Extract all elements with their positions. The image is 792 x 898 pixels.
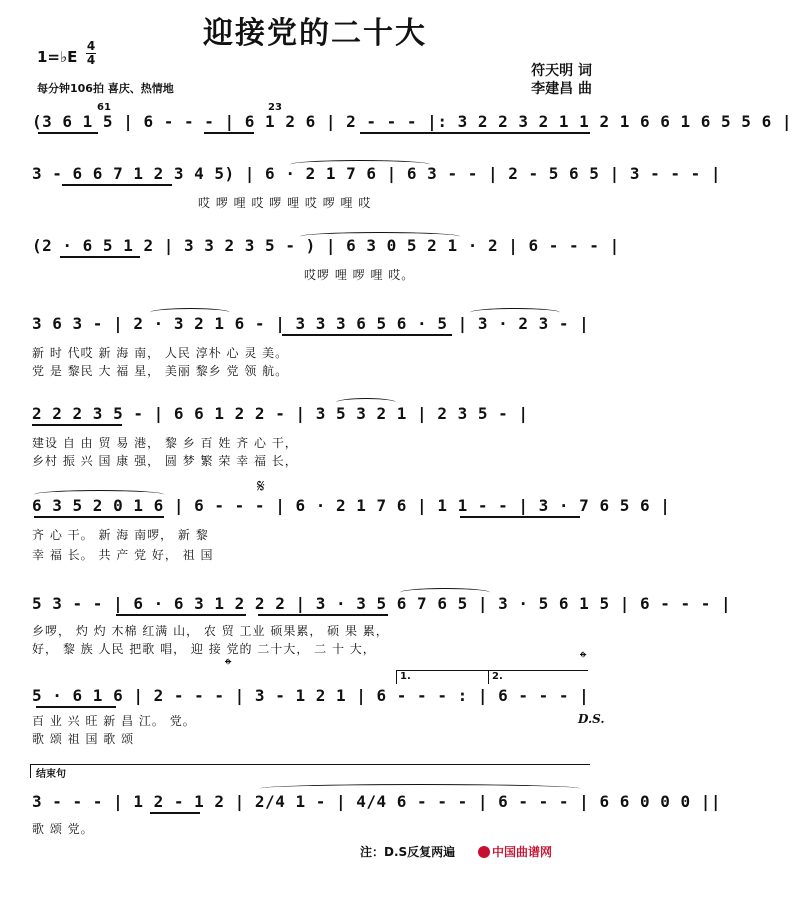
- coda-sign: 𝄌: [580, 648, 587, 669]
- lyric-line: 新 时 代哎 新 海 南， 人民 淳朴 心 灵 美。: [32, 346, 289, 360]
- notation-row-5: 2 2 2 3 5 - | 6 6 1 2 2 - | 3 5 3 2 1 | 2 3 5 - |: [32, 404, 529, 423]
- watermark-logo: [478, 843, 552, 860]
- lyric-line: 哎 啰 哩 哎 啰 哩 哎 啰 哩 哎: [198, 196, 372, 210]
- tempo-marking: 每分钟106拍 喜庆、热情地: [37, 82, 174, 95]
- beam: [204, 132, 254, 134]
- volta-bracket: [396, 670, 397, 684]
- coda-label: 结束句: [36, 769, 66, 780]
- beam: [62, 184, 172, 186]
- notation-row-4: 3 6 3 - | 2 · 3 2 1 6 - | 3 3 3 6 5 6 · 5 | 3 · 2 3 - |: [32, 314, 590, 333]
- beam: [60, 256, 140, 258]
- notation-row-6: 6 3 5 2 0 1 6 | 6 - - - | 6 · 2 1 7 6 | 1 1 - - | 3 · 7 6 5 6 |: [32, 496, 671, 515]
- meter-bottom: 4: [86, 53, 96, 67]
- grace-note: 23: [268, 102, 282, 113]
- beam: [116, 614, 246, 616]
- coda-bracket: [30, 764, 31, 778]
- notation-row-8: 5 · 6 1 6 | 2 - - - | 3 - 1 2 1 | 6 - - - : | 6 - - - |: [32, 686, 590, 705]
- lyric-line: 乡啰， 灼 灼 木棉 红满 山， 农 贸 工业 硕果累， 硕 果 累，: [32, 624, 389, 638]
- lyric-line: 建设 自 由 贸 易 港， 黎 乡 百 姓 齐 心 干，: [32, 436, 298, 450]
- lyric-line: 乡村 振 兴 国 康 强， 圆 梦 繁 荣 幸 福 长，: [32, 454, 298, 468]
- beam: [32, 424, 122, 426]
- slur: [150, 308, 230, 317]
- meter-top: 4: [86, 39, 96, 53]
- slur: [290, 160, 430, 169]
- grace-note: 61: [97, 102, 111, 113]
- lyric-line: 齐 心 干。 新 海 南啰， 新 黎: [32, 528, 209, 542]
- beam: [258, 614, 388, 616]
- beam: [282, 334, 452, 336]
- slur: [400, 588, 490, 597]
- key-signature: 1=♭E: [37, 48, 78, 66]
- beam: [460, 516, 580, 518]
- volta-1: 1.: [400, 671, 411, 682]
- notation-row-9: 3 - - - | 1 2 - 1 2 | 2/4 1 - | 4/4 6 - - - | 6 - - - | 6 6 0 0 0 ||: [32, 792, 722, 811]
- notation-row-2: 3 - 6 6 7 1 2 3 4 5) | 6 · 2 1 7 6 | 6 3 - - | 2 - 5 6 5 | 3 - - - |: [32, 164, 722, 183]
- composer-credit: 李建昌 曲: [531, 81, 592, 97]
- volta-bracket: [488, 670, 588, 671]
- notation-row-1: (3 6 1 5 | 6 - - - | 6 1 2 6 | 2 - - - |: 3 2 2 3 2 1 1 2 1 6 6 1 6 5 5 6 |: [32, 112, 792, 131]
- logo-icon: [478, 846, 490, 858]
- beam: [150, 812, 200, 814]
- beam: [360, 132, 590, 134]
- beam: [38, 132, 98, 134]
- lyric-line: 幸 福 长。 共 产 党 好， 祖 国: [32, 548, 214, 562]
- lyric-line: 歌 颂 祖 国 歌 颂: [32, 732, 135, 746]
- slur: [300, 232, 460, 241]
- segno-sign: 𝄋: [257, 476, 265, 497]
- lyric-line: 百 业 兴 旺 新 昌 江。 党。: [32, 714, 196, 728]
- lyric-line: 党 是 黎民 大 福 星， 美丽 黎乡 党 领 航。: [32, 364, 289, 378]
- watermark-text: 中国曲谱网: [492, 845, 553, 859]
- slur: [260, 784, 580, 793]
- notation-row-3: (2 · 6 5 1 2 | 3 3 2 3 5 - ) | 6 3 0 5 2 1 · 2 | 6 - - - |: [32, 236, 620, 255]
- volta-bracket: [488, 670, 489, 684]
- da-segno-mark: D.S.: [578, 712, 605, 726]
- beam: [36, 706, 116, 708]
- volta-2: 2.: [492, 671, 503, 682]
- slur: [470, 308, 560, 317]
- coda-bracket: [30, 764, 590, 765]
- time-signature: [86, 40, 96, 67]
- lyric-line: 哎啰 哩 啰 哩 哎。: [304, 268, 415, 282]
- page-title: 迎接党的二十大: [203, 16, 427, 51]
- beam: [34, 516, 164, 518]
- slur: [336, 398, 396, 407]
- lyric-line: 歌 颂 党。: [32, 822, 94, 836]
- lyricist-credit: 符天明 词: [531, 63, 592, 79]
- coda-sign: 𝄌: [225, 655, 232, 676]
- footnote: 注：D.S反复两遍: [360, 845, 456, 859]
- lyric-line: 好， 黎 族 人民 把歌 唱， 迎 接 党的 二十大， 二 十 大，: [32, 642, 376, 656]
- notation-row-7: 5 3 - - | 6 · 6 3 1 2 2 2 | 3 · 3 5 6 7 6 5 | 3 · 5 6 1 5 | 6 - - - |: [32, 594, 732, 613]
- slur: [34, 490, 164, 499]
